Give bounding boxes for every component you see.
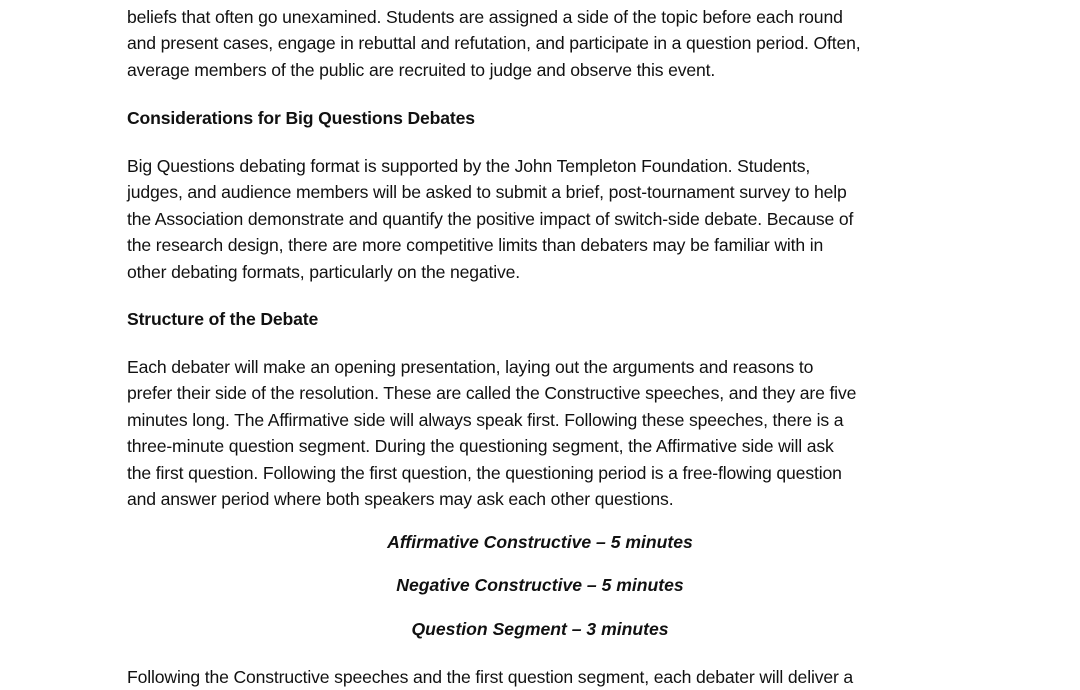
trailing-line: Following the Constructive speeches and the first question segment, each debater will deliver a: [127, 667, 854, 687]
segment-affirmative-constructive: Affirmative Constructive – 5 minutes: [387, 532, 693, 552]
paragraph-line: three-minute question segment. During the questioning segment, the Affirmative side will ask: [127, 436, 834, 457]
paragraph-line: other debating formats, particularly on the negative.: [127, 261, 521, 282]
paragraph-line: the first question. Following the first question, the questioning period is a free-flowing question: [127, 462, 842, 483]
considerations-paragraph: [127, 153, 967, 285]
segment-question: Question Segment – 3 minutes: [411, 619, 669, 639]
paragraph-line: Each debater will make an opening presentation, laying out the arguments and reasons to: [127, 357, 814, 377]
paragraph-line: the Association demonstrate and quantify the positive impact of switch-side debate. Because of: [127, 208, 854, 229]
intro-paragraph: [127, 4, 967, 83]
paragraph-line: and answer period where both speakers may ask each other questions.: [127, 488, 674, 509]
paragraph-line: and present cases, engage in rebuttal and refutation, and participate in a question period. Often,: [127, 33, 861, 54]
paragraph-line: the research design, there are more competitive limits than debaters may be familiar with in: [127, 235, 824, 256]
paragraph-line: average members of the public are recruited to judge and observe this event.: [127, 59, 716, 80]
paragraph-line: judges, and audience members will be asked to submit a brief, post-tournament survey to help: [127, 182, 847, 203]
paragraph-line: beliefs that often go unexamined. Students are assigned a side of the topic before each round: [127, 7, 843, 27]
structure-heading: Structure of the Debate: [127, 309, 319, 329]
paragraph-line: minutes long. The Affirmative side will always speak first. Following these speeches, there is a: [127, 409, 844, 430]
structure-paragraph: [127, 354, 967, 512]
paragraph-line: Big Questions debating format is supported by the John Templeton Foundation. Students,: [127, 156, 811, 176]
segment-negative-constructive: Negative Constructive – 5 minutes: [396, 575, 684, 595]
considerations-heading: Considerations for Big Questions Debates: [127, 108, 475, 128]
paragraph-line: prefer their side of the resolution. These are called the Constructive speeches, and they are five: [127, 383, 857, 404]
